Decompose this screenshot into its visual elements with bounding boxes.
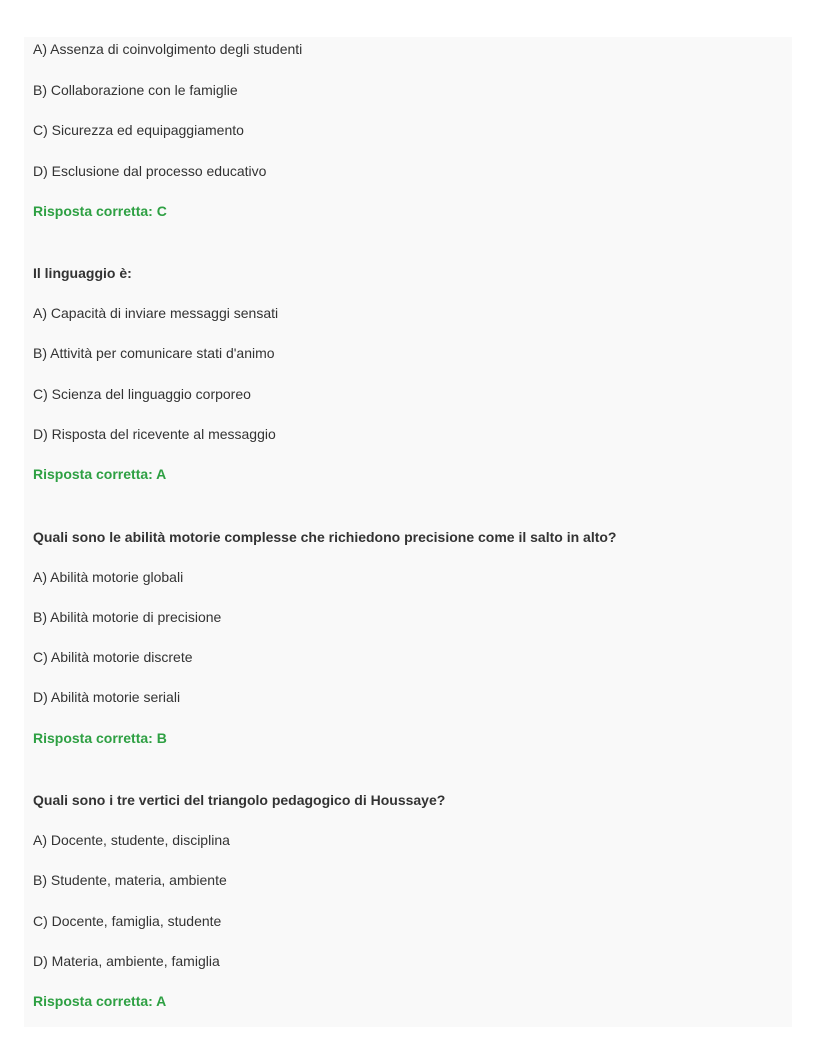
option-b: B) Abilità motorie di precisione	[33, 609, 222, 625]
option-a: A) Abilità motorie globali	[33, 569, 184, 585]
option-d: D) Risposta del ricevente al messaggio	[33, 426, 276, 442]
option-b: B) Attività per comunicare stati d'animo	[33, 345, 275, 361]
option-a: A) Docente, studente, disciplina	[33, 832, 230, 848]
question-text: Quali sono le abilità motorie complesse che richiedono precisione come il salto in alto?	[33, 529, 617, 545]
correct-answer: Risposta corretta: A	[33, 993, 167, 1009]
option-c: C) Sicurezza ed equipaggiamento	[33, 122, 244, 138]
option-a: A) Assenza di coinvolgimento degli studenti	[33, 41, 303, 57]
question-text: Quali sono i tre vertici del triangolo pedagogico di Houssaye?	[33, 792, 446, 808]
option-c: C) Scienza del linguaggio corporeo	[33, 386, 251, 402]
option-b: B) Studente, materia, ambiente	[33, 872, 227, 888]
option-b: B) Collaborazione con le famiglie	[33, 82, 238, 98]
option-c: C) Docente, famiglia, studente	[33, 913, 222, 929]
correct-answer: Risposta corretta: A	[33, 466, 167, 482]
correct-answer: Risposta corretta: B	[33, 730, 167, 746]
question-text: Il linguaggio è:	[33, 265, 132, 281]
correct-answer: Risposta corretta: C	[33, 203, 167, 219]
option-c: C) Abilità motorie discrete	[33, 649, 193, 665]
option-d: D) Materia, ambiente, famiglia	[33, 953, 220, 969]
option-d: D) Esclusione dal processo educativo	[33, 163, 267, 179]
option-a: A) Capacità di inviare messaggi sensati	[33, 305, 279, 321]
option-d: D) Abilità motorie seriali	[33, 689, 181, 705]
